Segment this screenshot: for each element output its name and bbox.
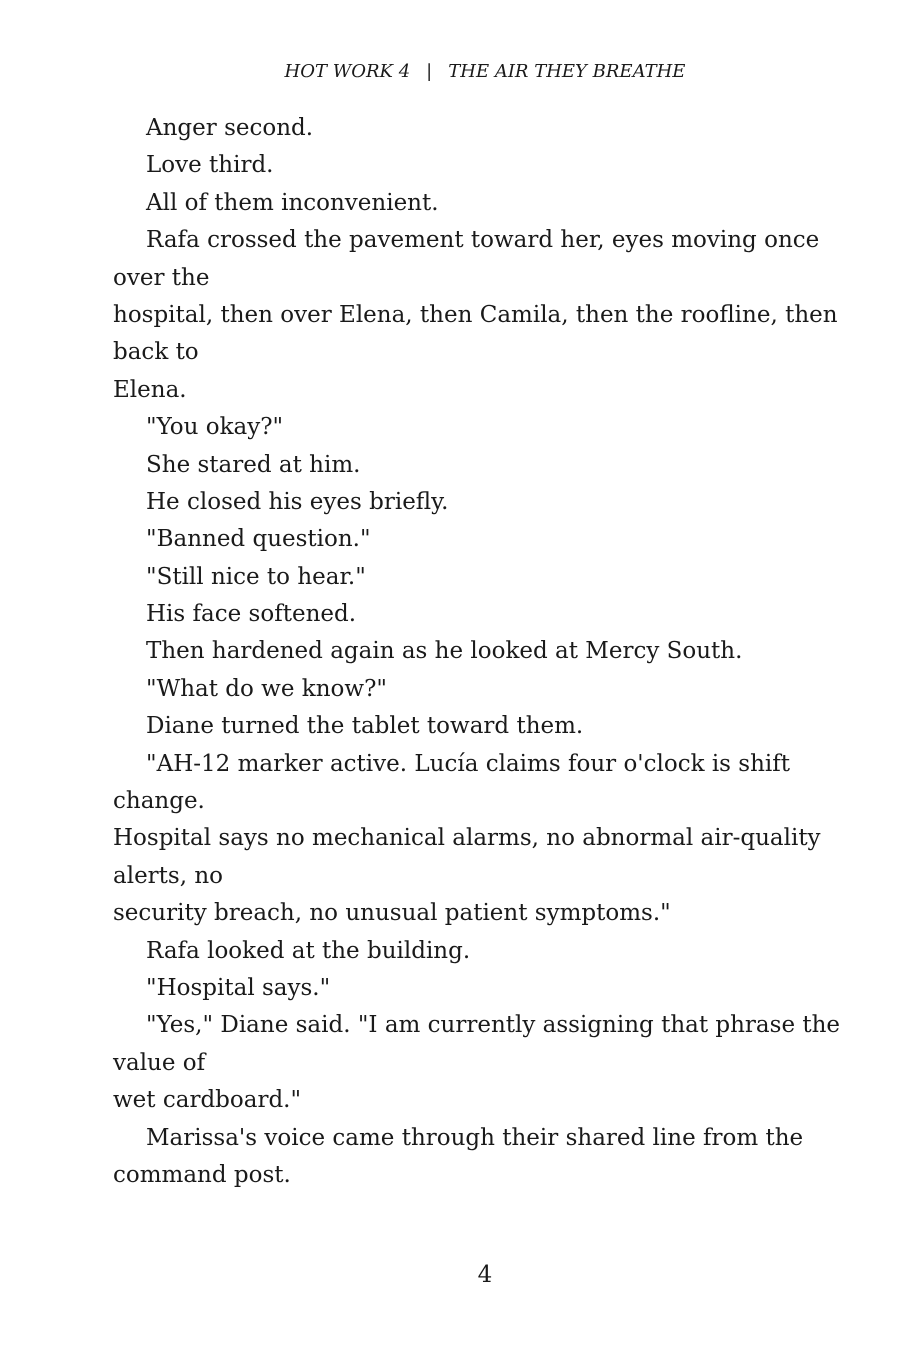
text-line: Then hardened again as he looked at Mercy South. <box>146 638 743 665</box>
text-line: "What do we know?" <box>146 675 387 702</box>
text-line: He closed his eyes briefly. <box>146 488 449 515</box>
text-line: She stared at him. <box>146 451 361 478</box>
header-separator: | <box>426 61 433 82</box>
text-line: security breach, no unusual patient symptoms." <box>113 900 671 927</box>
text-line: "You okay?" <box>146 414 284 441</box>
text-line: wet cardboard." <box>113 1087 302 1114</box>
body-text <box>113 110 843 1194</box>
text-line: Rafa looked at the building. <box>146 937 471 964</box>
text-line: hospital, then over Elena, then Camila, then the roofline, then <box>113 301 838 328</box>
page-number: 4 <box>477 1262 493 1288</box>
text-line: Diane turned the tablet toward them. <box>146 713 584 740</box>
text-line: "Banned question." <box>146 526 371 553</box>
header-chapter-title: THE AIR THEY BREATHE <box>448 61 686 82</box>
text-line: Rafa crossed the pavement toward her, eyes moving once <box>146 227 820 254</box>
text-line: change. <box>113 788 205 815</box>
text-line: over the <box>113 264 210 291</box>
text-line: Anger second. <box>146 115 314 141</box>
text-line: "Hospital says." <box>146 974 331 1001</box>
text-line: command post. <box>113 1161 291 1188</box>
text-line: "Yes," Diane said. "I am currently assigning that phrase the <box>146 1012 841 1039</box>
header-book-title: HOT WORK 4 <box>284 61 411 82</box>
text-line: back to <box>113 339 199 366</box>
text-line: His face softened. <box>146 601 357 628</box>
text-line: value of <box>113 1049 206 1076</box>
text-line: Love third. <box>146 152 274 179</box>
running-header <box>0 60 900 84</box>
text-line: All of them inconvenient. <box>146 189 439 216</box>
text-line: Marissa's voice came through their shared line from the <box>146 1124 804 1151</box>
text-line: alerts, no <box>113 862 224 889</box>
text-line: Elena. <box>113 376 187 403</box>
text-line: Hospital says no mechanical alarms, no abnormal air-quality <box>113 825 821 852</box>
text-line: "AH-12 marker active. Lucía claims four o'clock is shift <box>146 750 791 777</box>
text-line: "Still nice to hear." <box>146 563 366 590</box>
